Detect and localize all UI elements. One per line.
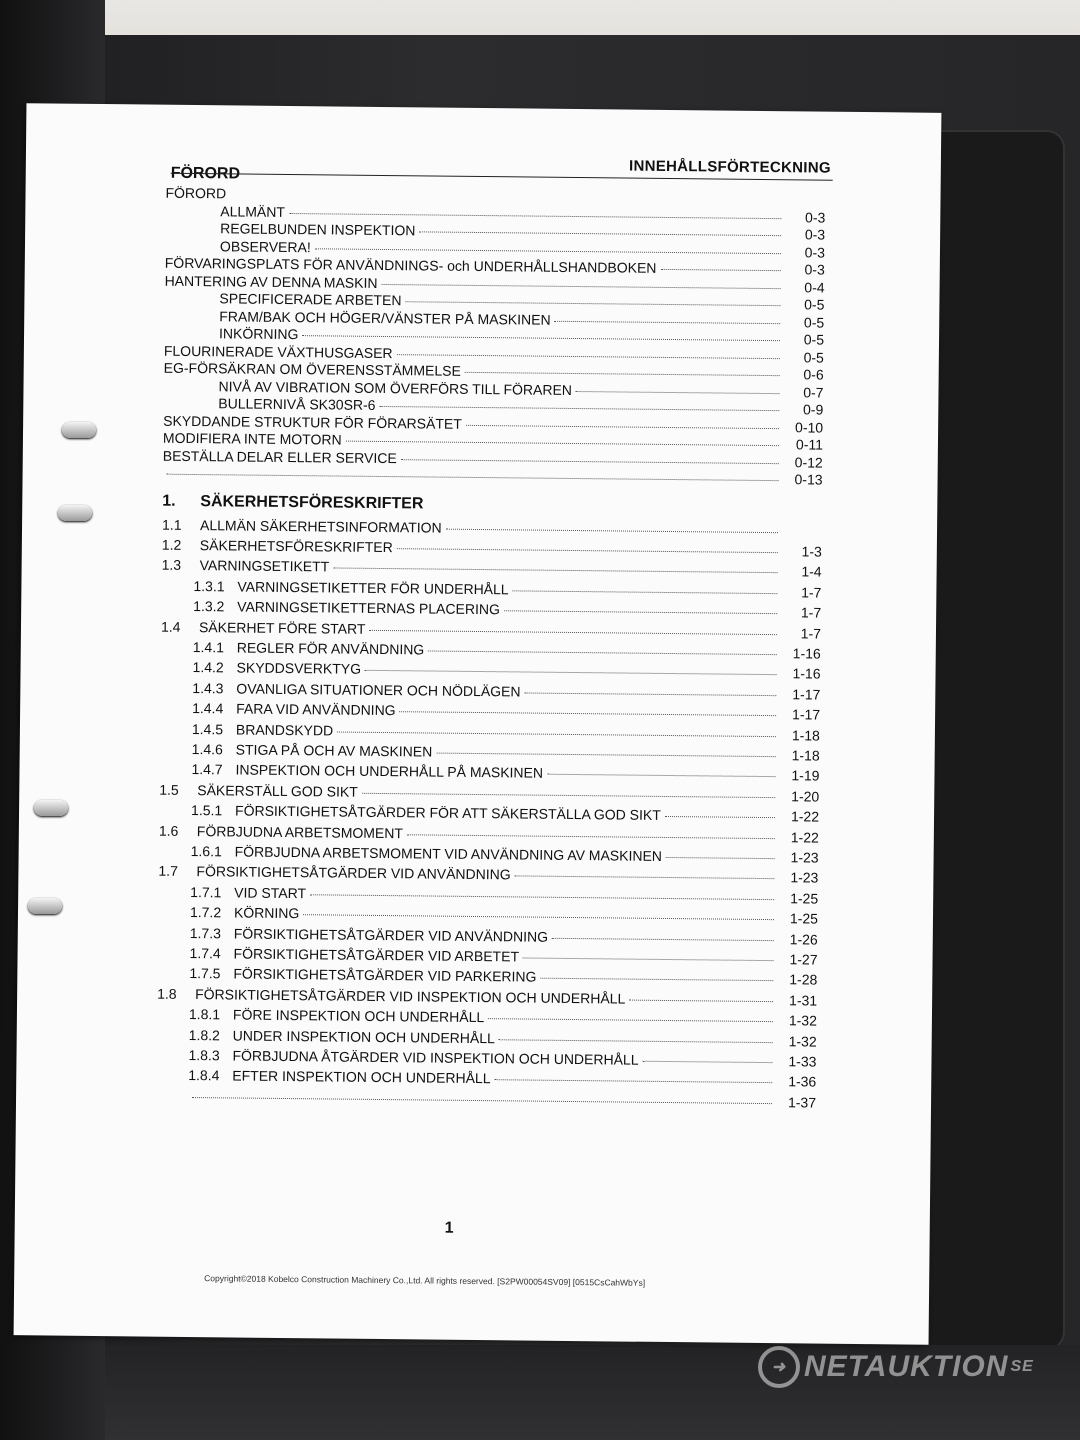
toc-leader-dots [488, 1018, 773, 1022]
toc-entry-page: 0-6 [803, 366, 824, 383]
toc-entry-label: FÖRBJUDNA ÅTGÄRDER VID INSPEKTION OCH UNDERHÅLL [232, 1047, 639, 1068]
toc-entry-number: 1.4.4 [192, 700, 224, 717]
toc-entry-number: 1.8 [157, 985, 177, 1002]
toc-entry-label: VARNINGSETIKETTERNAS PLACERING [237, 598, 500, 618]
toc-entry-number: 1.1 [161, 516, 182, 533]
toc-entry-number: 1.4.3 [192, 679, 224, 697]
toc-leader-dots [310, 894, 774, 900]
toc-entry-label: STIGA PÅ OCH AV MASKINEN [235, 741, 433, 760]
toc-entry-page: 0-10 [795, 418, 824, 436]
watermark-brand: NETAUKTION [804, 1350, 1009, 1383]
toc-entry-number: 1.4.5 [191, 720, 224, 737]
toc-entry-page: 1-27 [789, 951, 818, 968]
watermark-logo [758, 1346, 1034, 1388]
toc-entry-page: 1-32 [788, 1032, 817, 1050]
toc-entry-page: 1-16 [792, 645, 821, 662]
toc-entry-number: 1.8.2 [188, 1026, 220, 1043]
toc-entry-number: 1.3.2 [193, 598, 225, 615]
binder-ring [62, 422, 96, 438]
toc-entry-page: 1-17 [792, 685, 821, 703]
toc-entry-page: 1-19 [791, 767, 820, 784]
toc-entry-label: BESTÄLLA DELAR ELLER SERVICE [162, 447, 397, 466]
toc-entry-number: 1.7.3 [189, 924, 222, 941]
toc-entry-page: 1-22 [790, 828, 819, 846]
toc-leader-dots [362, 792, 775, 797]
toc-entry-page: 1-18 [791, 726, 820, 744]
toc-entry-number: 1.4.2 [192, 659, 224, 676]
toc-entry-page: 1-23 [790, 849, 819, 866]
toc-entry-page: 0-3 [804, 261, 825, 278]
toc-entry-page: 1-28 [789, 971, 818, 988]
toc-entry-label: ALLMÄNT [220, 202, 286, 220]
toc-entry-page: 1-17 [792, 706, 821, 723]
toc-entry-number: 1.5.1 [190, 802, 223, 819]
toc-entry-number: 1.3 [161, 556, 182, 574]
toc-entry-label: EFTER INSPEKTION OCH UNDERHÅLL [232, 1067, 491, 1087]
page-number: 1 [444, 1219, 454, 1237]
toc-entry-number: 1.7.2 [189, 904, 222, 921]
toc-leader-dots [499, 1039, 773, 1043]
toc-entry-label: EG-FÖRSÄKRAN OM ÖVERENSSTÄMMELSE [163, 359, 461, 379]
toc-leader-dots [428, 650, 777, 655]
toc-leader-dots [643, 1061, 773, 1063]
toc-entry-label: SÄKERHET FÖRE START [198, 618, 366, 637]
toc-leader-dots [513, 590, 778, 594]
watermark-suffix: SE [1010, 1358, 1034, 1375]
toc-entry-page: 1-7 [800, 624, 822, 642]
toc-entry-label: SÄKERSTÄLL GOD SIKT [197, 781, 358, 800]
toc-entry-page: 1-20 [791, 787, 820, 805]
toc-leader-dots [523, 957, 774, 961]
toc-entry-label: FRAM/BAK OCH HÖGER/VÄNSTER PÅ MASKINEN [219, 307, 551, 328]
toc-entry-label: FLOURINERADE VÄXTHUSGASER [163, 342, 393, 361]
toc-entry-page: 1-18 [791, 747, 820, 764]
toc-entry-label: KÖRNING [233, 904, 300, 922]
toc-entry-number: 1. [162, 492, 176, 510]
toc-entry-page: 1-25 [790, 889, 819, 907]
toc-entry-page: 1-26 [789, 930, 818, 948]
toc-entry-number: 1.4.7 [191, 761, 223, 778]
toc-entry-label: FÖRSIKTIGHETSÅTGÄRDER VID ANVÄNDNING [233, 924, 549, 945]
toc-entry-page: 1-23 [790, 869, 819, 886]
toc-leader-dots [576, 391, 780, 394]
toc-leader-dots [495, 1079, 773, 1083]
toc-entry-page: 0-7 [803, 383, 824, 401]
toc-entry-page: 0-11 [795, 436, 824, 453]
toc-leader-dots [382, 283, 781, 288]
toc-leader-dots [397, 548, 778, 553]
toc-entry-label: ALLMÄN SÄKERHETSINFORMATION [199, 516, 442, 536]
toc-entry-page: 1-7 [800, 604, 822, 621]
toc-entry-label: FÖRE INSPEKTION OCH UNDERHÅLL [232, 1006, 485, 1026]
toc-leader-dots [302, 335, 780, 341]
toc-entry-label: FÖRSIKTIGHETSÅTGÄRDER FÖR ATT SÄKERSTÄLLA GOD SIKT [234, 802, 661, 824]
toc-entry-page: 0-9 [802, 401, 824, 418]
toc-entry-label: BRANDSKYDD [235, 720, 334, 738]
toc-entry-page: 0-12 [794, 453, 823, 471]
binder-ring [28, 898, 62, 914]
toc-leader-dots [192, 1097, 772, 1104]
binder-ring [58, 505, 92, 521]
toc-entry-label: SKYDDSVERKTYG [236, 659, 362, 678]
toc-entry-label: OVANLIGA SITUATIONER OCH NÖDLÄGEN [236, 680, 521, 700]
toc-entry-number: 1.4 [160, 618, 181, 635]
toc-entry-page: 1-32 [788, 1012, 817, 1029]
toc-entry-page: 1-37 [787, 1093, 817, 1111]
toc-leader-dots [397, 354, 780, 359]
toc-entry-label: FÖRBJUDNA ARBETSMOMENT [196, 822, 404, 841]
toc-leader-dots [629, 999, 773, 1002]
toc-entry-label: VID START [234, 884, 307, 901]
toc-leader-dots [555, 320, 781, 323]
toc-entry-label: REGELBUNDEN INSPEKTION [220, 220, 416, 239]
toc-entry-number: 1.8.4 [188, 1067, 220, 1084]
toc-entry-label: FARA VID ANVÄNDNING [236, 700, 396, 719]
chapter-title: FÖRORD [170, 164, 241, 183]
toc-leader-dots [346, 441, 779, 447]
toc-chapter-heading [162, 492, 822, 517]
table-of-contents [26, 183, 941, 1111]
toc-leader-dots [540, 978, 773, 981]
toc-leader-dots [547, 774, 775, 777]
toc-entry-label: HANTERING AV DENNA MASKIN [164, 272, 378, 291]
toc-leader-dots [401, 459, 779, 464]
toc-entry-number: 1.5 [159, 781, 179, 798]
toc-entry-label: NIVÅ AV VIBRATION SOM ÖVERFÖRS TILL FÖRAREN [218, 377, 573, 398]
toc-entry-label: SÄKERHETSFÖRESKRIFTER [199, 536, 393, 555]
toc-entry-label: SÄKERHETSFÖRESKRIFTER [200, 492, 424, 512]
toc-entry-page: 0-5 [803, 313, 825, 331]
toc-entry-label: FÖRSIKTIGHETSÅTGÄRDER VID ANVÄNDNING [196, 863, 511, 883]
toc-entry-label: FÖRSIKTIGHETSÅTGÄRDER VID ARBETET [233, 945, 520, 965]
toc-leader-dots [380, 406, 780, 411]
toc-leader-dots [660, 269, 780, 271]
toc-entry-page: 1-22 [790, 808, 820, 825]
toc-leader-dots [407, 834, 775, 839]
toc-entry-page: 0-5 [803, 331, 825, 348]
document-page [14, 103, 942, 1345]
binder-ring [34, 800, 68, 816]
toc-entry-label: SPECIFICERADE ARBETEN [219, 290, 402, 309]
toc-entry-page: 0-13 [794, 471, 823, 488]
toc-entry-number: 1.7.4 [189, 944, 221, 962]
toc-leader-dots [315, 248, 781, 254]
toc-entry-label: FÖRSIKTIGHETSÅTGÄRDER VID INSPEKTION OCH UNDERHÅLL [195, 985, 626, 1007]
toc-leader-dots [167, 474, 779, 481]
toc-leader-dots [289, 212, 781, 218]
toc-entry-number: 1.8.3 [188, 1046, 220, 1064]
toc-entry-label: BULLERNIVÅ SK30SR-6 [218, 395, 376, 413]
arrow-logo-icon: ➜ [758, 1346, 800, 1388]
toc-entry-label: SKYDDANDE STRUKTUR FÖR FÖRARSÄTET [163, 412, 462, 432]
toc-entry-label: MODIFIERA INTE MOTORN [162, 429, 342, 448]
toc-entry-page: 1-7 [801, 584, 822, 601]
toc-leader-dots [525, 692, 777, 696]
toc-entry-label: VARNINGSETIKETT [199, 557, 330, 575]
toc-leader-dots [552, 937, 774, 940]
toc-leader-dots [333, 568, 777, 574]
toc-entry-label: INSPEKTION OCH UNDERHÅLL PÅ MASKINEN [235, 761, 544, 781]
toc-leader-dots [400, 711, 777, 716]
toc-entry-page: 0-5 [804, 296, 825, 313]
toc-entry-number: 1.6 [158, 822, 179, 839]
toc-entry-label: OBSERVERA! [219, 237, 311, 255]
toc-leader-dots [337, 731, 776, 737]
toc-leader-dots [665, 816, 775, 818]
toc-entry-page: 1-25 [789, 910, 819, 927]
toc-entry-page: 0-5 [803, 348, 824, 366]
toc-entry-page: 0-3 [804, 226, 826, 243]
toc-leader-dots [365, 670, 777, 675]
toc-entry-number: 1.6.1 [190, 842, 222, 860]
toc-entry-label: VARNINGSETIKETTER FÖR UNDERHÅLL [237, 578, 509, 598]
toc-entry-number: 1.4.1 [192, 638, 225, 656]
toc-leader-dots [466, 424, 779, 428]
toc-leader-dots [369, 629, 777, 634]
toc-entry-page: 0-3 [804, 243, 826, 261]
toc-leader-dots [303, 914, 774, 920]
toc-entry-number: 1.7.1 [190, 883, 222, 901]
toc-entry-page: 1-36 [788, 1073, 817, 1090]
toc-entry-page: 1-33 [788, 1053, 817, 1070]
toc-entry-page: 1-3 [801, 543, 822, 560]
toc-entry-label: FÖRORD [165, 184, 227, 202]
toc-entry-number: 1.7 [158, 862, 178, 880]
toc-leader-dots [405, 301, 780, 306]
toc-leader-dots [446, 528, 778, 532]
toc-entry-page: 1-16 [792, 665, 821, 682]
toc-entry-label: UNDER INSPEKTION OCH UNDERHÅLL [232, 1026, 495, 1046]
toc-entry-page: 1-31 [789, 991, 818, 1009]
toc-entry-number: 1.8.1 [188, 1006, 221, 1023]
toc-entry-label: REGLER FÖR ANVÄNDNING [236, 639, 425, 658]
toc-entry [188, 1088, 816, 1113]
toc-entry-number: 1.4.6 [191, 740, 223, 758]
toc-leader-dots [515, 876, 775, 880]
section-title: INNEHÅLLSFÖRTECKNING [628, 157, 831, 177]
toc-leader-dots [465, 372, 780, 376]
toc-leader-dots [436, 752, 775, 757]
toc-entry-number: 1.7.5 [189, 965, 221, 982]
copyright-notice: Copyright©2018 Kobelco Construction Machinery Co.,Ltd. All rights reserved. [S2PW00054SV09] [0515CsCahWbYs] [204, 1273, 646, 1288]
toc-entry-page: 1-4 [801, 563, 822, 580]
toc-leader-dots [419, 231, 781, 236]
toc-entry-label: FÖRBJUDNA ARBETSMOMENT VID ANVÄNDNING AV MASKINEN [234, 843, 663, 864]
toc-entry-page: 0-4 [804, 278, 825, 296]
toc-leader-dots [666, 857, 775, 859]
toc-leader-dots [504, 610, 777, 614]
toc-entry-label: FÖRVARINGSPLATS FÖR ANVÄNDNINGS- och UNDERHÅLLSHANDBOKEN [164, 254, 657, 276]
toc-entry-label: FÖRSIKTIGHETSÅTGÄRDER VID PARKERING [233, 965, 537, 985]
toc-entry-number: 1.3.1 [193, 577, 225, 595]
toc-entry-number: 1.2 [161, 536, 182, 553]
toc-entry-label: INKÖRNING [218, 325, 299, 343]
toc-entry-page: 0-3 [805, 208, 826, 226]
